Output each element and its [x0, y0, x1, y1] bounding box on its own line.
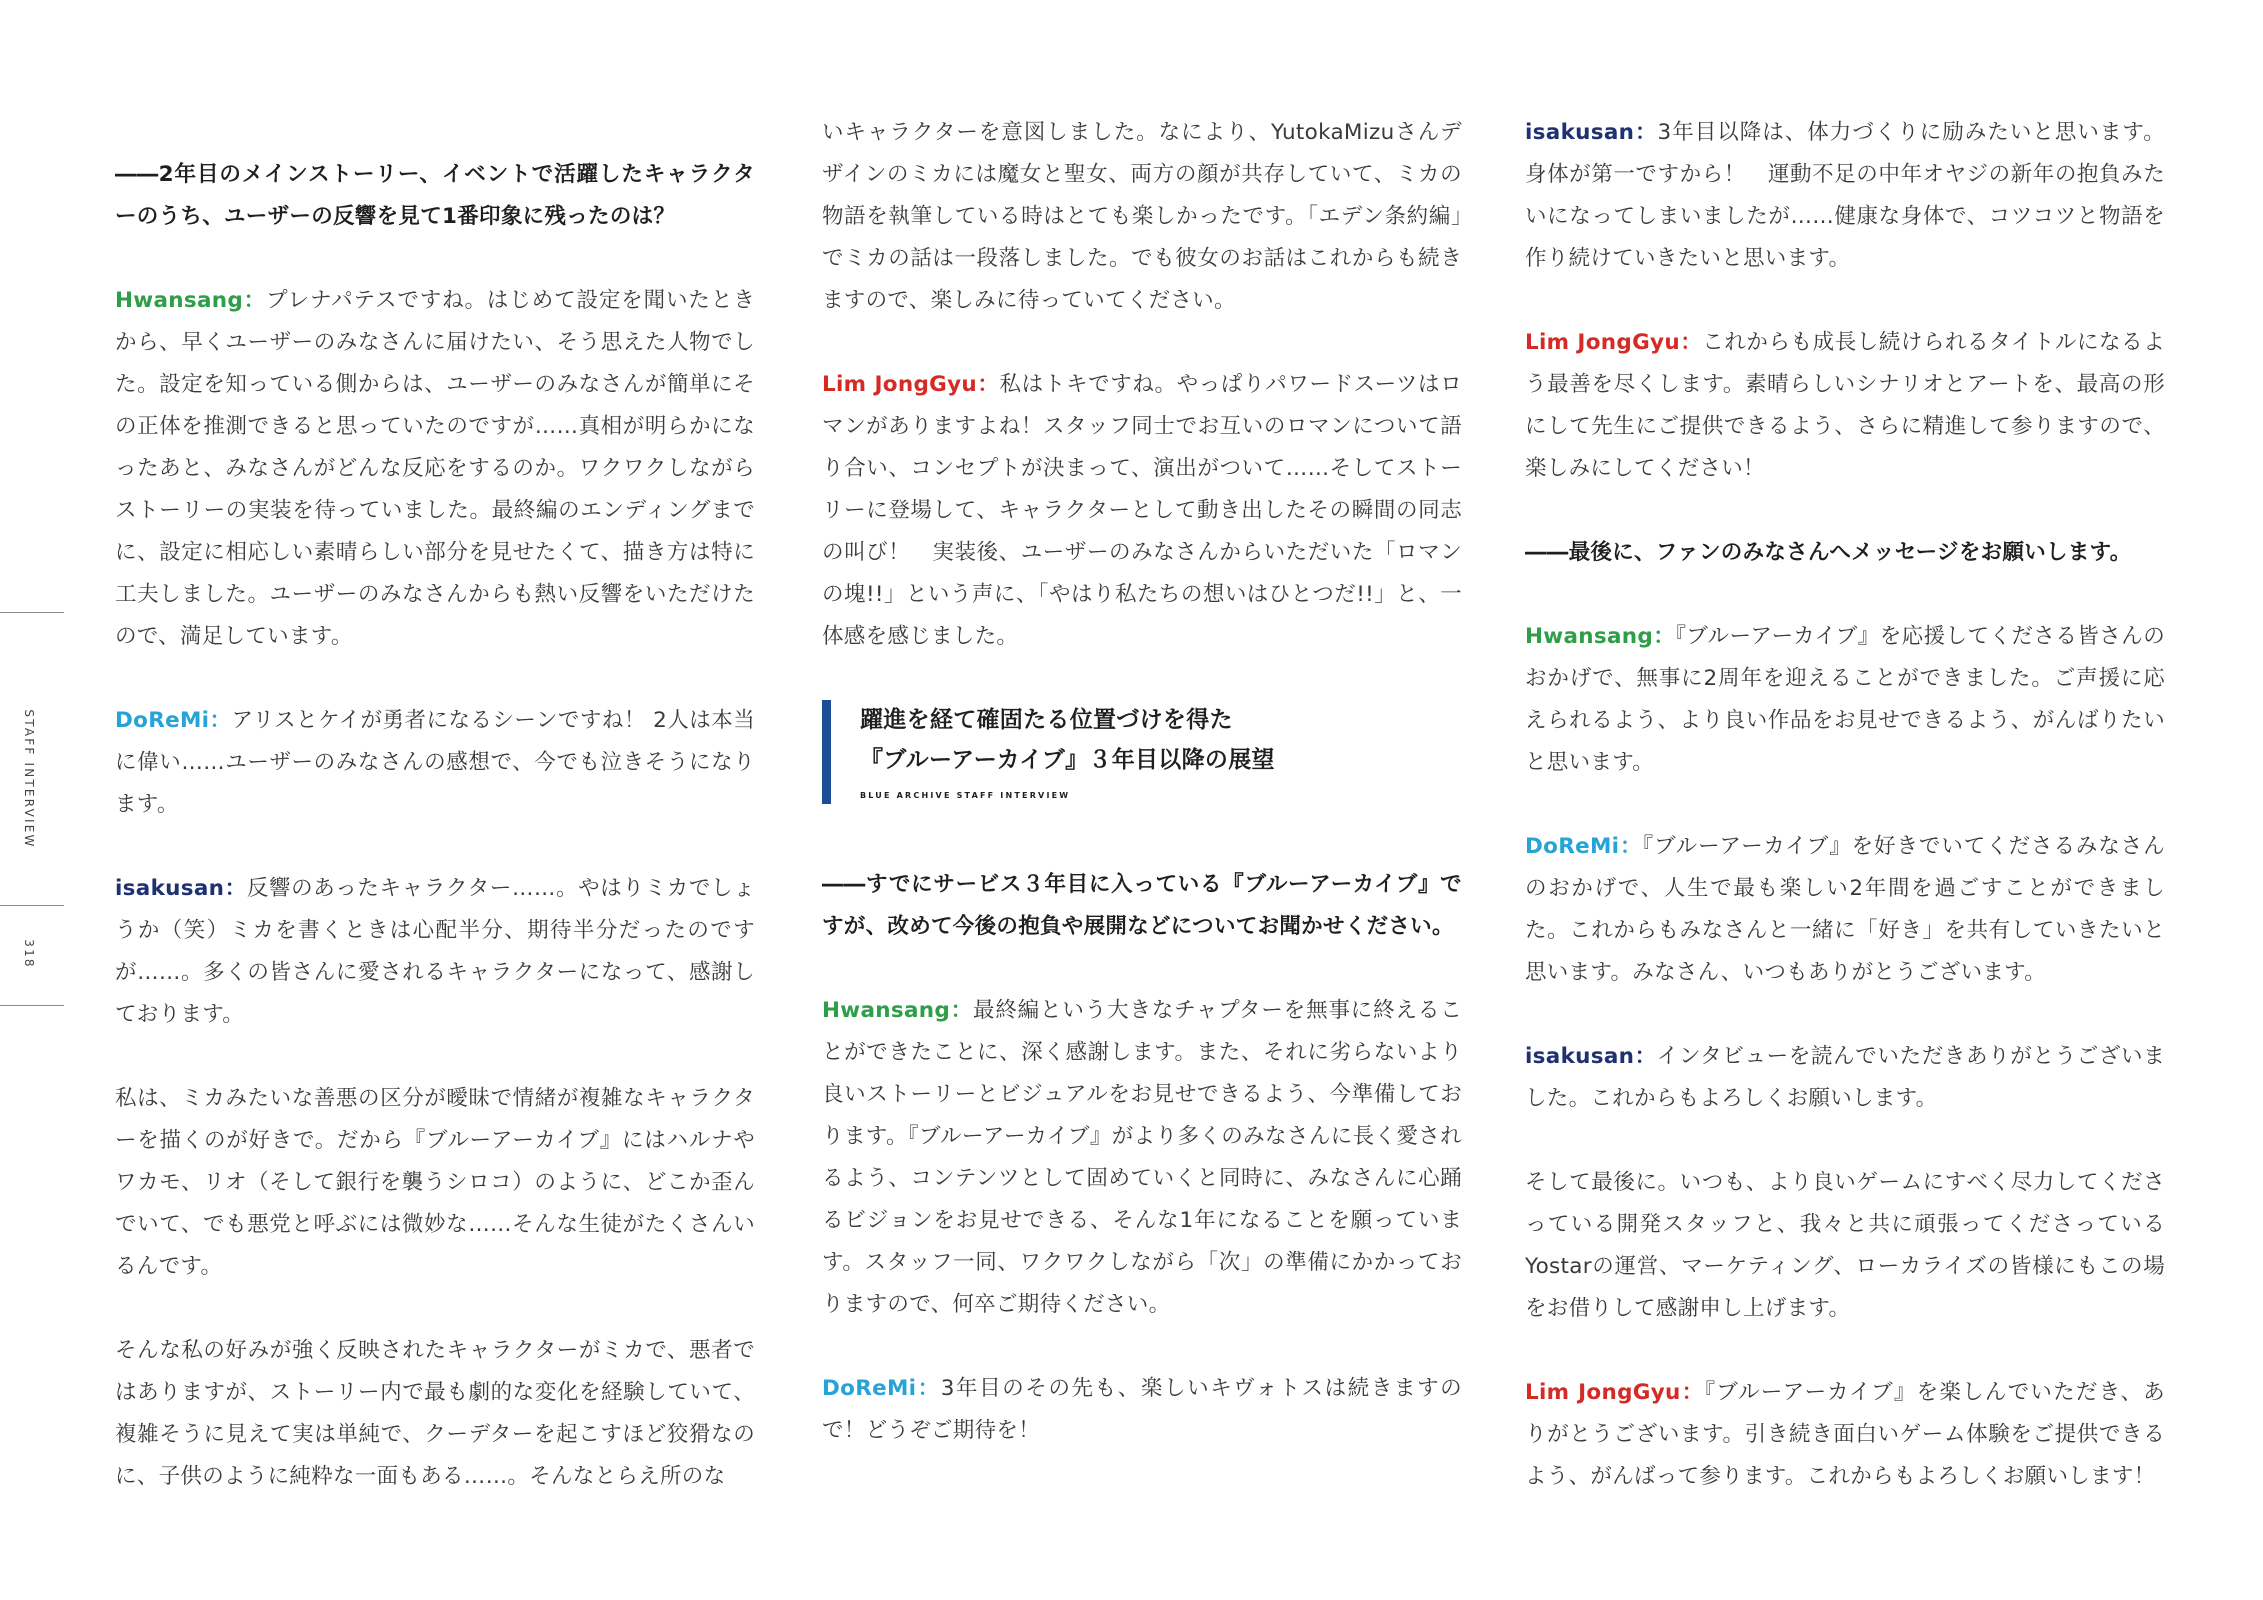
question	[822, 864, 1462, 948]
answer-text: 私はトキですね。やっぱりパワードスーツはロマンがありますよね！スタッフ同士でお互いのロマンについて語り合い、コンセプトが決まって、演出がついて……そしてストーリーに登場して、キャラクターとして動き出したその瞬間の同志の叫び！ 実装後、ユーザーのみなさんからいただいた「ロマンの塊!!」という声に、「やはり私たちの想いはひとつだ!!」と、一体感を感じました。	[822, 372, 1462, 649]
speaker-name: Lim JongGyu：	[1525, 330, 1703, 355]
answer	[822, 1368, 1462, 1452]
answer	[1525, 826, 2165, 994]
speaker-name: Lim JongGyu：	[1525, 1380, 1705, 1405]
question-text: ――すでにサービス３年目に入っている『ブルーアーカイブ』ですが、改めて今後の抱負や展開などについてお聞かせください。	[822, 872, 1462, 939]
speaker-name: Hwansang：	[822, 998, 973, 1023]
running-head	[22, 709, 36, 849]
speaker-name: Hwansang：	[1525, 624, 1676, 649]
speaker-name: isakusan：	[1525, 1044, 1657, 1069]
answer-text: 『ブルーアーカイブ』を好きでいてくださるみなさんのおかげで、人生で最も楽しい2年間を過ごすことができました。これからもみなさんと一緒に「好き」を共有していきたいと思います。みなさん、いつもありがとうございます。	[1525, 834, 2166, 985]
section-accent-bar	[822, 700, 831, 804]
question-text: ――2年目のメインストーリー、イベントで活躍したキャラクターのうち、ユーザーの反響を見て1番印象に残ったのは？	[115, 162, 755, 229]
answer-text: プレナパテスですね。はじめて設定を聞いたときから、早くユーザーのみなさんに届けたい、そう思えた人物でした。設定を知っている側からは、ユーザーのみなさんが簡単にその正体を推測できると思っていたのですが……真相が明らかになったあと、みなさんがどんな反応をするのか。ワクワクしながらストーリーの実装を待っていました。最終編のエンディングまでに、設定に相応しい素晴らしい部分を見せたくて、描き方は特に工夫しました。ユーザーのみなさんからも熱い反響をいただけたので、満足しています。	[115, 288, 756, 649]
answer-text: 最終編という大きなチャプターを無事に終えることができたことに、深く感謝します。また、それに劣らないより良いストーリーとビジュアルをお見せできるよう、今準備しております。『ブルーアーカイブ』がより多くのみなさんに長く愛されるよう、コンテンツとして固めていくと同時に、みなさんに心踊るビジョンをお見せできる、そんな1年になることを願っています。スタッフ一同、ワクワクしながら「次」の準備にかかっておりますので、何卒ご期待ください。	[822, 998, 1463, 1317]
answer	[1525, 1372, 2165, 1498]
answer-text: 3年目以降は、体力づくりに励みたいと思います。身体が第一ですから！ 運動不足の中年オヤジの新年の抱負みたいになってしまいましたが……健康な身体で、コツコツと物語を作り続けていきたいと思います。	[1525, 120, 2165, 271]
column-2	[822, 112, 1462, 1494]
speaker-name: DoReMi：	[1525, 834, 1643, 859]
answer-continued	[115, 1078, 755, 1288]
answer-text: 『ブルーアーカイブ』を応援してくださる皆さんのおかげで、無事に2周年を迎えることができました。ご声援に応えられるよう、より良い作品をお見せできるよう、がんばりたいと思います。	[1525, 624, 2165, 775]
running-head-text: STAFF INTERVIEW	[22, 709, 36, 849]
margin-rule-bottom	[0, 1005, 64, 1006]
answer-continued	[822, 112, 1462, 322]
column-3	[1525, 112, 2165, 1540]
answer	[115, 700, 755, 826]
page-number	[22, 939, 36, 969]
answer-text: そして最後に。いつも、より良いゲームにすべく尽力してくださっている開発スタッフと、我々と共に頑張ってくださっているYostarの運営、マーケティング、ローカライズの皆様にもこの場をお借りして感謝申し上げます。	[1525, 1170, 2165, 1321]
answer-text: 『ブルーアーカイブ』を楽しんでいただき、ありがとうございます。引き続き面白いゲーム体験をご提供できるよう、がんばって参ります。これからもよろしくお願いします！	[1525, 1380, 2165, 1489]
column-1	[115, 154, 755, 1540]
speaker-name: DoReMi：	[822, 1376, 941, 1401]
answer-continued	[115, 1330, 755, 1498]
answer-text: 3年目のその先も、楽しいキヴォトスは続きますので！どうぞご期待を！	[822, 1376, 1462, 1443]
section-title-line-2: 『ブルーアーカイブ』３年目以降の展望	[860, 747, 1275, 773]
speaker-name: isakusan：	[1525, 120, 1658, 145]
section-heading	[822, 700, 1462, 802]
answer	[115, 280, 755, 658]
answer-text: いキャラクターを意図しました。なにより、YutokaMizuさんデザインのミカには魔女と聖女、両方の顔が共存していて、ミカの物語を執筆している時はとても楽しかったです。「エデン条約編」でミカの話は一段落しました。でも彼女のお話はこれからも続きますので、楽しみに待っていてください。	[822, 120, 1462, 313]
answer	[1525, 1036, 2165, 1120]
question	[115, 154, 755, 238]
answer	[1525, 322, 2165, 490]
answer-text: 私は、ミカみたいな善悪の区分が曖昧で情緒が複雑なキャラクターを描くのが好きで。だから『ブルーアーカイブ』にはハルナやワカモ、リオ（そして銀行を襲うシロコ）のように、どこか歪んでいて、でも悪党と呼ぶには微妙な……そんな生徒がたくさんいるんです。	[115, 1086, 755, 1279]
answer	[822, 364, 1462, 658]
question	[1525, 532, 2165, 574]
margin-rule-top	[0, 612, 64, 613]
speaker-name: isakusan：	[115, 876, 247, 901]
answer	[822, 990, 1462, 1326]
question-text: ――最後に、ファンのみなさんへメッセージをお願いします。	[1525, 540, 2132, 565]
answer	[1525, 616, 2165, 784]
section-subtitle: BLUE ARCHIVE STAFF INTERVIEW	[860, 791, 1071, 800]
answer-text: 反響のあったキャラクター……。やはりミカでしょうか（笑）ミカを書くときは心配半分、期待半分だったのですが……。多くの皆さんに愛されるキャラクターになって、感謝しております。	[115, 876, 756, 1027]
speaker-name: Lim JongGyu：	[822, 372, 1000, 397]
speaker-name: DoReMi：	[115, 708, 232, 733]
answer-text: インタビューを読んでいただきありがとうございました。これからもよろしくお願いします。	[1525, 1044, 2166, 1111]
answer-text: これからも成長し続けられるタイトルになるよう最善を尽くします。素晴らしいシナリオとアートを、最高の形にして先生にご提供できるよう、さらに精進して参りますので、楽しみにしてください！	[1525, 330, 2165, 481]
page-number-text: 318	[22, 939, 36, 969]
answer	[115, 868, 755, 1036]
answer-continued	[1525, 1162, 2165, 1330]
section-title-line-1: 躍進を経て確固たる位置づけを得た	[860, 707, 1233, 733]
answer-text: アリスとケイが勇者になるシーンですね！ 2人は本当に偉い……ユーザーのみなさんの感想で、今でも泣きそうになります。	[115, 708, 756, 817]
speaker-name: Hwansang：	[115, 288, 267, 313]
answer-text: そんな私の好みが強く反映されたキャラクターがミカで、悪者ではありますが、ストーリー内で最も劇的な変化を経験していて、複雑そうに見えて実は単純で、クーデターを起こすほど狡猾なのに、子供のように純粋な一面もある……。そんなとらえ所のな	[115, 1338, 755, 1489]
answer	[1525, 112, 2165, 280]
